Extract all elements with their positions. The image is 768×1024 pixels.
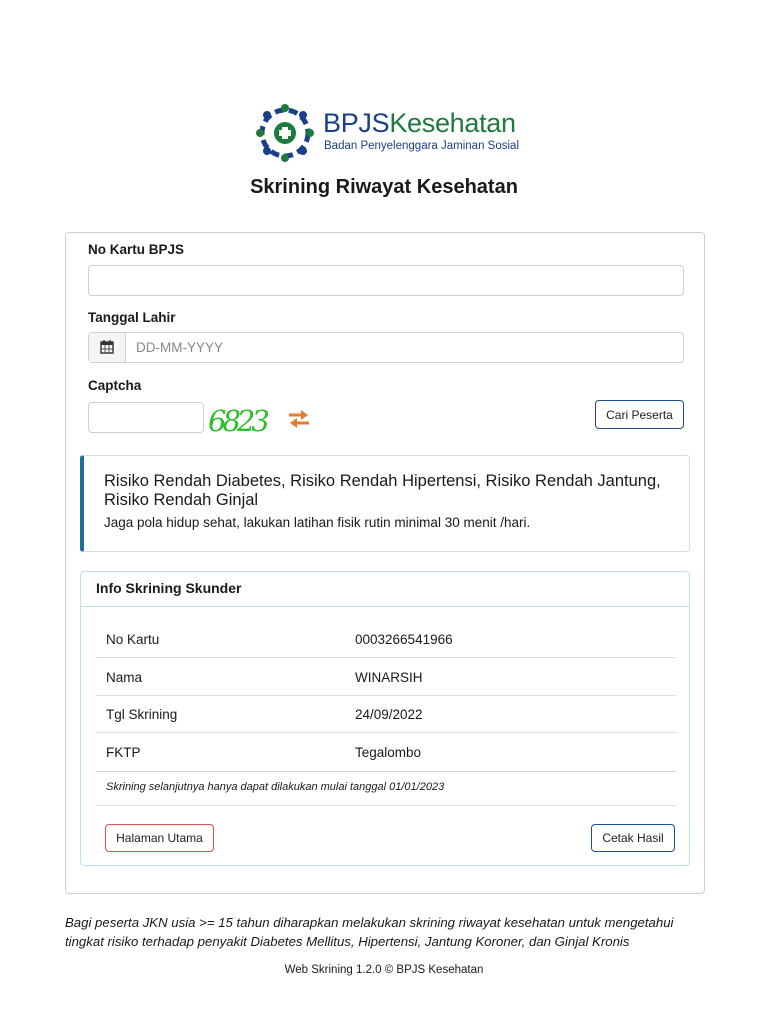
refresh-arrows-icon[interactable] xyxy=(287,408,311,430)
next-screening-note xyxy=(96,771,676,806)
bpjs-emblem-icon xyxy=(256,104,314,162)
halaman-utama-button[interactable]: Halaman Utama xyxy=(105,824,214,852)
table-row xyxy=(96,733,676,770)
tanggal-lahir-group xyxy=(88,332,684,363)
captcha-image xyxy=(207,401,287,437)
next-screening-note-text: Skrining selanjutnya hanya dapat dilakukan mulai tanggal 01/01/2023 xyxy=(106,781,445,793)
row-label: Tgl Skrining xyxy=(106,707,178,722)
footer-note: Bagi peserta JKN usia >= 15 tahun diharapkan melakukan skrining riwayat kesehatan untuk mengetahui tingkat risiko terhadap penyakit Diabetes Mellitus, Hipertensi, Jantung Koroner, dan Ginjal Kronis xyxy=(65,915,674,949)
calendar-icon[interactable] xyxy=(89,333,126,362)
page-title: Skrining Riwayat Kesehatan xyxy=(250,176,518,198)
info-panel-header xyxy=(81,572,689,607)
table-row xyxy=(96,658,676,696)
bpjs-logo xyxy=(256,104,519,162)
risk-alert xyxy=(80,455,690,552)
risk-alert-text: Jaga pola hidup sehat, lakukan latihan fisik rutin minimal 30 menit /hari. xyxy=(104,515,531,530)
tanggal-lahir-label: Tanggal Lahir xyxy=(88,310,176,325)
copyright: Web Skrining 1.2.0 © BPJS Kesehatan xyxy=(284,964,484,976)
no-kartu-label: No Kartu BPJS xyxy=(88,242,185,257)
cari-peserta-button[interactable]: Cari Peserta xyxy=(595,400,684,429)
row-value: Tegalombo xyxy=(355,745,422,760)
no-kartu-input[interactable] xyxy=(88,265,684,296)
tanggal-lahir-input[interactable] xyxy=(126,333,702,362)
row-value: 24/09/2022 xyxy=(355,707,423,722)
info-skrining-panel xyxy=(80,571,690,866)
logo-brand-text: BPJSKesehatan xyxy=(323,108,516,138)
row-value: WINARSIH xyxy=(355,670,423,685)
info-panel-title: Info Skrining Skunder xyxy=(96,580,242,596)
svg-text:6823: 6823 xyxy=(208,404,266,437)
table-row xyxy=(96,620,676,658)
captcha-label: Captcha xyxy=(88,378,142,393)
captcha-input[interactable] xyxy=(88,402,204,433)
logo-subtitle: Badan Penyelenggara Jaminan Sosial xyxy=(324,140,519,152)
row-label: Nama xyxy=(106,670,143,685)
risk-alert-title: Risiko Rendah Diabetes, Risiko Rendah Hipertensi, Risiko Rendah Jantung, Risiko Rendah Ginjal xyxy=(104,472,661,509)
row-value: 0003266541966 xyxy=(355,632,453,647)
cetak-hasil-button[interactable]: Cetak Hasil xyxy=(591,824,675,852)
row-label: No Kartu xyxy=(106,632,160,647)
row-label: FKTP xyxy=(106,745,141,760)
table-row xyxy=(96,695,676,733)
